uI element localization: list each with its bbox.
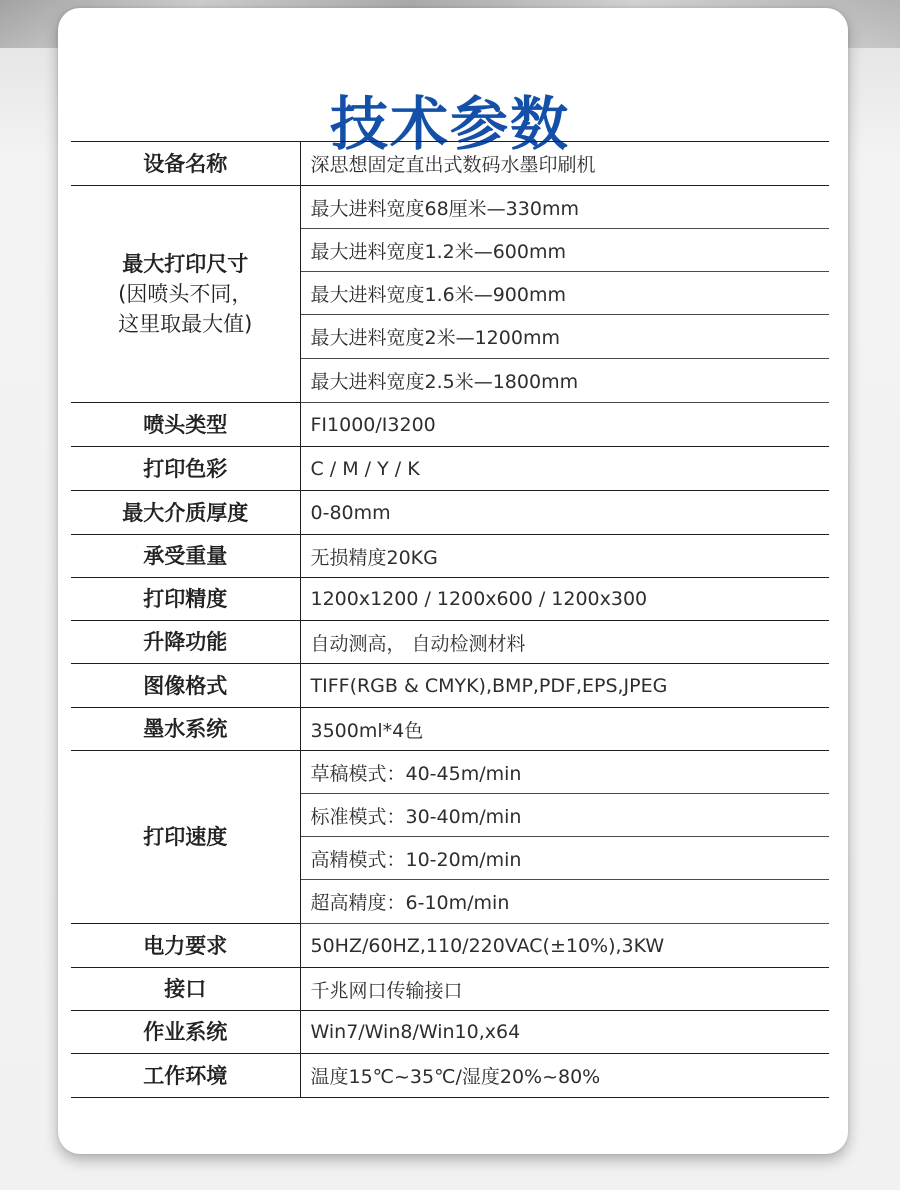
spec-label: 打印色彩 (71, 447, 300, 491)
table-row (71, 664, 829, 708)
spec-value: 超高精度：6-10m/min (300, 880, 829, 924)
table-row (71, 708, 829, 751)
spec-value: 自动测高， 自动检测材料 (300, 621, 829, 664)
spec-label: 作业系统 (71, 1011, 300, 1054)
table-row (71, 621, 829, 664)
spec-value: C / M / Y / K (300, 447, 829, 491)
spec-value: 1200x1200 / 1200x600 / 1200x300 (300, 578, 829, 621)
spec-value: 高精模式：10-20m/min (300, 837, 829, 880)
spec-value: 3500ml*4色 (300, 708, 829, 751)
table-row (71, 491, 829, 535)
spec-label: 设备名称 (71, 142, 300, 186)
spec-label-max-print-size (71, 186, 300, 403)
spec-label-note: (因喷头不同， (118, 282, 253, 306)
spec-value: 50HZ/60HZ,110/220VAC(±10%),3KW (300, 924, 829, 968)
spec-label: 升降功能 (71, 621, 300, 664)
spec-value: Win7/Win8/Win10,x64 (300, 1011, 829, 1054)
page-title: 技术参数 (329, 89, 570, 158)
table-row (71, 403, 829, 447)
spec-value: 最大进料宽度2.5米—1800mm (300, 359, 829, 403)
spec-value: FI1000/I3200 (300, 403, 829, 447)
table-row (71, 1011, 829, 1054)
spec-value: 草稿模式：40-45m/min (300, 751, 829, 794)
table-row (71, 142, 829, 186)
spec-label: 电力要求 (71, 924, 300, 968)
spec-value: 深思想固定直出式数码水墨印刷机 (300, 142, 829, 186)
table-row (71, 447, 829, 491)
table-row (71, 924, 829, 968)
table-row (71, 751, 829, 794)
spec-value: 温度15℃~35℃/湿度20%~80% (300, 1054, 829, 1098)
spec-value: 最大进料宽度1.6米—900mm (300, 272, 829, 315)
table-row (71, 186, 829, 229)
spec-value: 标准模式：30-40m/min (300, 794, 829, 837)
spec-label: 打印速度 (71, 751, 300, 924)
spec-value: 最大进料宽度1.2米—600mm (300, 229, 829, 272)
spec-value: 最大进料宽度68厘米—330mm (300, 186, 829, 229)
spec-value: 无损精度20KG (300, 535, 829, 578)
spec-value: 最大进料宽度2米—1200mm (300, 315, 829, 359)
table-row (71, 578, 829, 621)
spec-label: 打印精度 (71, 578, 300, 621)
spec-label: 最大介质厚度 (71, 491, 300, 535)
spec-label-line: 最大打印尺寸 (122, 252, 249, 276)
spec-table (71, 141, 829, 1098)
spec-label-note: 这里取最大值) (118, 312, 253, 336)
spec-value: TIFF(RGB & CMYK),BMP,PDF,EPS,JPEG (300, 664, 829, 708)
spec-label: 承受重量 (71, 535, 300, 578)
table-row (71, 535, 829, 578)
spec-label: 接口 (71, 968, 300, 1011)
spec-label: 图像格式 (71, 664, 300, 708)
table-row (71, 968, 829, 1011)
spec-label: 墨水系统 (71, 708, 300, 751)
spec-label: 工作环境 (71, 1054, 300, 1098)
table-row (71, 1054, 829, 1098)
spec-label: 喷头类型 (71, 403, 300, 447)
spec-value: 0-80mm (300, 491, 829, 535)
spec-value: 千兆网口传输接口 (300, 968, 829, 1011)
